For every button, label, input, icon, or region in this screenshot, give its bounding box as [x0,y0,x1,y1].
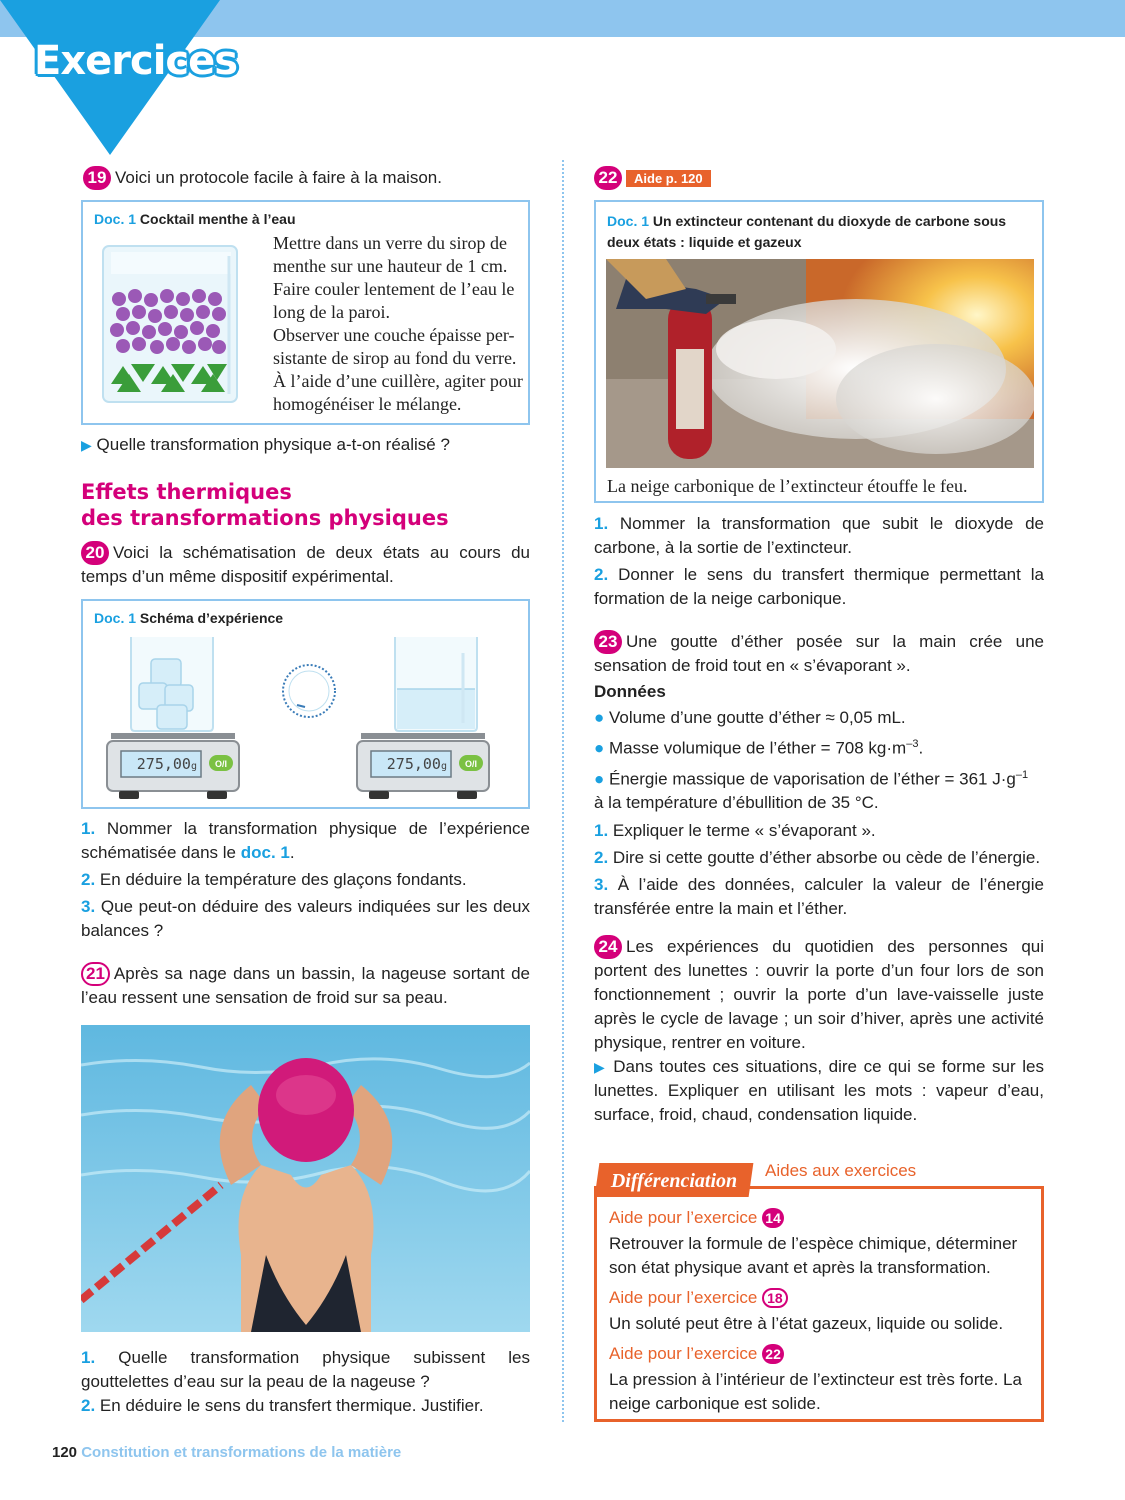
aide-heading-18: Aide pour l’exercice 18 [609,1286,1034,1310]
swimmer-photo [81,1025,530,1332]
exercise-24: 24 Les expériences du quotidien des personnes qui portent des lunettes : ouvrir la porte d’un four lors de son fonctionnement ; ouvrir la porte d’un lave-vaisselle juste après le cycle de lavage ; un soir d’hiver, après une activité physique, rentrer en voiture. ▶ Dans toutes ces situations, dire ce qui se forme sur les lunettes. Expliquer en utilisant les mots : vapeur d’eau, surface, froid, chaud, condensation liquide. [594,937,1044,1124]
extincteur-photo [606,259,1034,468]
differenciation-tab: Différenciation [595,1163,754,1197]
data-item: ● Énergie massique de vaporisation de l’éther = 361 $J\cdot g^{-1}$ [594,768,1029,789]
exercise-20-intro: 20 Voici la schématisation de deux états au cours du temps d’un même dispositif expérimental. [81,543,530,586]
page-footer [52,1444,401,1461]
arrow-right-icon: ▶ [594,1059,607,1075]
exercise-21-questions: 1. Quelle transformation physique subissent les gouttelettes d’eau sur la peau de la nageuse ? 2. En déduire le sens du transfert thermique. Justifier. [81,1348,530,1415]
section-title: Effets thermiques des transformations physiques [81,480,449,530]
exercise-number-20: 20 [81,541,109,565]
exercise-20-questions: 1. Nommer la transformation physique de l’expérience schématisée dans le doc. 1. 2. En déduire la température des glaçons fondants. 3. Que peut-on déduire des valeurs indiquées sur les deux balances ? [81,819,530,940]
aide-heading-14: Aide pour l’exercice 14 [609,1206,1034,1230]
aide-tag[interactable]: Aide p. 120 [626,170,711,187]
clock-icon [279,661,339,721]
data-item: ● Volume d’une goutte d’éther ≈ 0,05 mL. [594,708,906,727]
glass-illustration [101,244,241,409]
exercise-19-intro: 19 Voici un protocole facile à faire à la maison. [83,166,533,190]
data-title: Données [594,682,666,701]
exercise-23: 23 Une goutte d’éther posée sur la main crée une sensation de froid tout en « s’évaporant ». Données ● Volume d’une goutte d’éther ≈ 0,05 mL. ● Masse volumique de l’éther = 708 $kg\cdot m^{-3}$. ● Énergie massique de vaporisation de l’éther = 361 $J\cdot g^{-1}$ à la température d’ébullition de 35 °C. 1. Expliquer le terme « s’évaporant ». 2. Dire si cette goutte d’éther absorbe ou cède de l’énergie. 3. À l’aide des données, calculer la valeur de l’énergie transférée entre la main et l’éther. [594,632,1044,919]
chapter-title: Constitution et transformations de la matière [81,1444,402,1461]
exercise-number-21: 21 [81,962,110,986]
aide-heading-22: Aide pour l’exercice 22 [609,1342,1034,1366]
scale-left-value: 275,00g [136,755,197,773]
extincteur-caption: La neige carbonique de l’extincteur étouffe le feu. [607,476,968,496]
protocol-text: Mettre dans un verre du sirop de menthe sur une hauteur de 1 cm. Faire couler lentement de l’eau le long de la paroi. Observer une couche épaisse per- sistante de sirop au fond du verre. À l’aide d’une cuillère, agiter pour homogénéiser le mélange. [273,233,523,414]
column-divider [562,160,564,1422]
arrow-right-icon: ▶ [81,437,92,453]
exercise-19-question: ▶ Quelle transformation physique a-t-on réalisé ? [81,435,450,454]
beaker-with-ice-cubes [127,633,217,733]
page-number: 120 [52,1444,78,1461]
data-item: ● Masse volumique de l’éther = 708 $kg\cdot m^{-3}$. [594,738,924,758]
doc-cocktail: Doc. 1 Cocktail menthe à l’eau Mettre dans un verre du sirop de menthe sur une hauteur de 1 cm. Faire couler lentement de l’eau le long de la paroi. Observer une couche épaisse per- sistante de sirop au fond du verre. À l’aide d’une cuillère, agiter pour homogénéiser le mélange. [81,200,530,425]
exercise-22-questions: 1. Nommer la transformation que subit le dioxyde de carbone, à la sortie de l’extincteur. 2. Donner le sens du transfert thermique permettant la formation de la neige carbonique. [594,514,1044,608]
scale-right-value: 275,00g [386,755,447,773]
scale-left-button: O/I [214,759,227,769]
exercise-21-intro: 21 Après sa nage dans un bassin, la nageuse sortant de l’eau ressent une sensation de froid sur sa peau. [81,964,530,1007]
doc-extincteur: Doc. 1 Un extincteur contenant du dioxyde de carbone sous deux états : liquide et gazeux La neige carbonique de l’extincteur étouffe le feu. [594,200,1044,503]
beaker-with-water [391,633,481,733]
differenciation-content: Aide pour l’exercice 14 Retrouver la formule de l’espèce chimique, déterminer son état physique avant et après la transformation. Aide pour l’exercice 18 Un soluté peut être à l’état gazeux, liquide ou solide. Aide pour l’exercice 22 La pression à l’intérieur de l’extincteur est très forte. La neige carbonique est solide. [609,1206,1034,1416]
exercise-number-19: 19 [83,166,111,190]
differenciation-subtitle: Aides aux exercices [765,1161,917,1180]
scale-right-button: O/I [464,759,477,769]
exercise-22-header [594,166,711,190]
exercise-number-23: 23 [594,630,622,654]
exercise-number-22: 22 [594,166,622,190]
doc-schema-experience: Doc. 1 Schéma d’expérience 275,00g O/I 275,00g O/I [81,599,530,809]
exercise-number-24: 24 [594,935,622,959]
section-brand-title: Exercices [34,38,238,84]
